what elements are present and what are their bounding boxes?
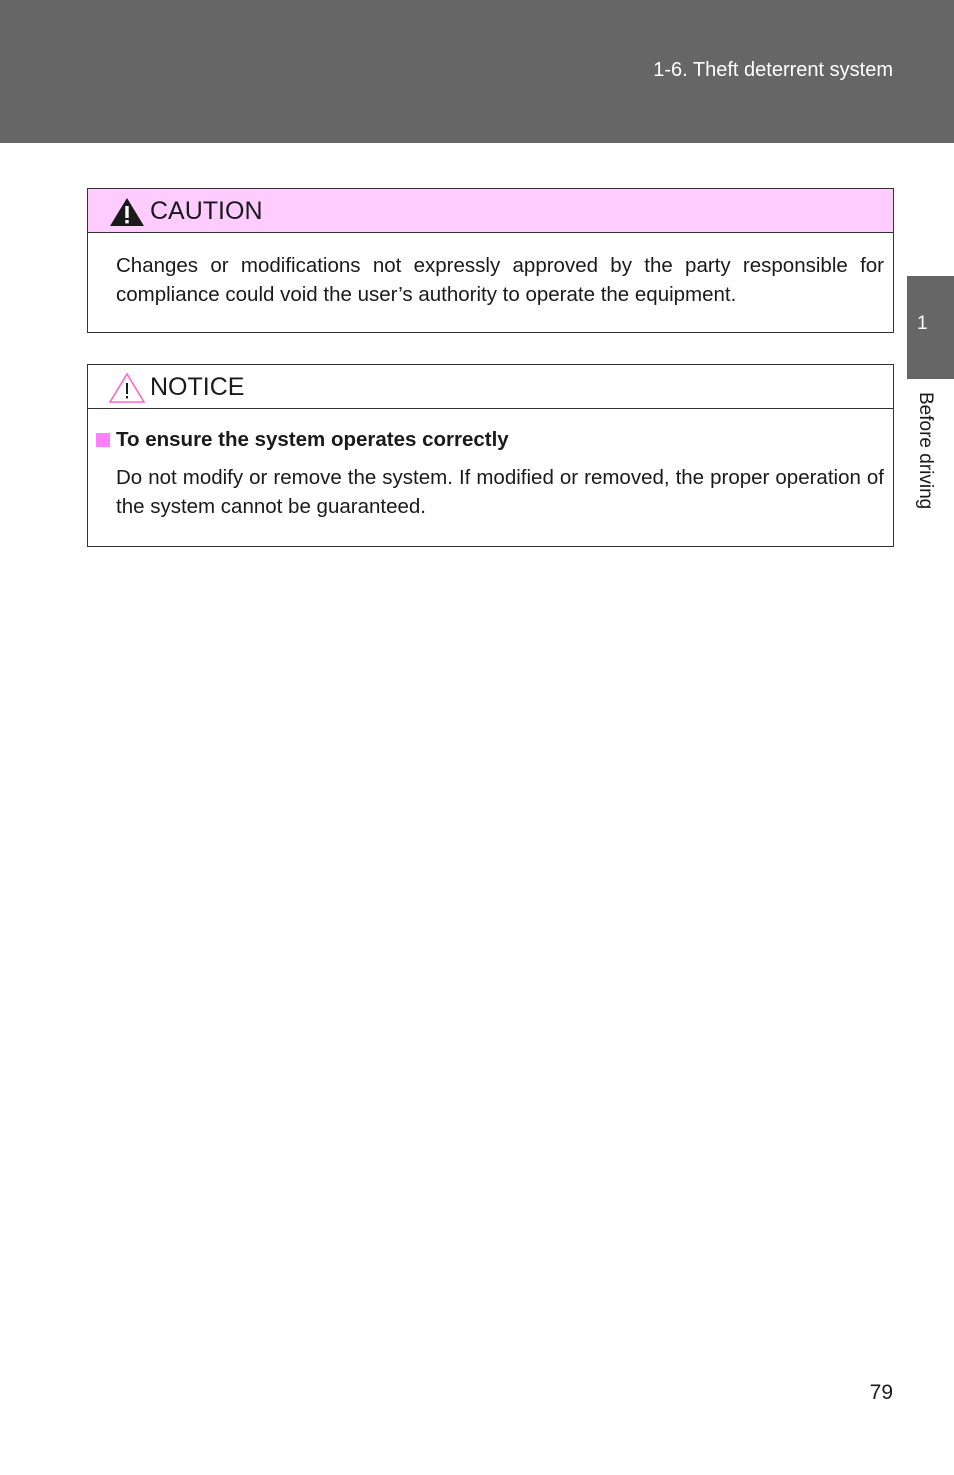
- caution-header: [88, 189, 893, 233]
- notice-box: [87, 364, 894, 547]
- notice-header: [88, 365, 893, 409]
- page-number: 79: [869, 1381, 893, 1404]
- chapter-number: 1: [917, 313, 928, 334]
- chapter-tab: [907, 276, 954, 379]
- caution-box: [87, 188, 894, 333]
- chapter-label: Before driving: [915, 392, 936, 510]
- notice-subheading-text: To ensure the system operates correctly: [116, 428, 509, 451]
- warning-triangle-icon: [108, 196, 146, 228]
- warning-triangle-outline-icon: [108, 372, 146, 404]
- caution-title: CAUTION: [150, 197, 263, 225]
- notice-text: Do not modify or remove the system. If modified or removed, the proper operation of the system cannot be guaranteed.: [116, 466, 884, 518]
- square-bullet-icon: [96, 433, 110, 447]
- caution-text: Changes or modifications not expressly approved by the party responsible for compliance could void the user’s authority to operate the equipment.: [116, 254, 884, 306]
- notice-subheading: [96, 427, 509, 453]
- section-title: 1-6. Theft deterrent system: [653, 59, 893, 81]
- notice-title: NOTICE: [150, 373, 245, 401]
- chapter-tab-block: [907, 276, 954, 379]
